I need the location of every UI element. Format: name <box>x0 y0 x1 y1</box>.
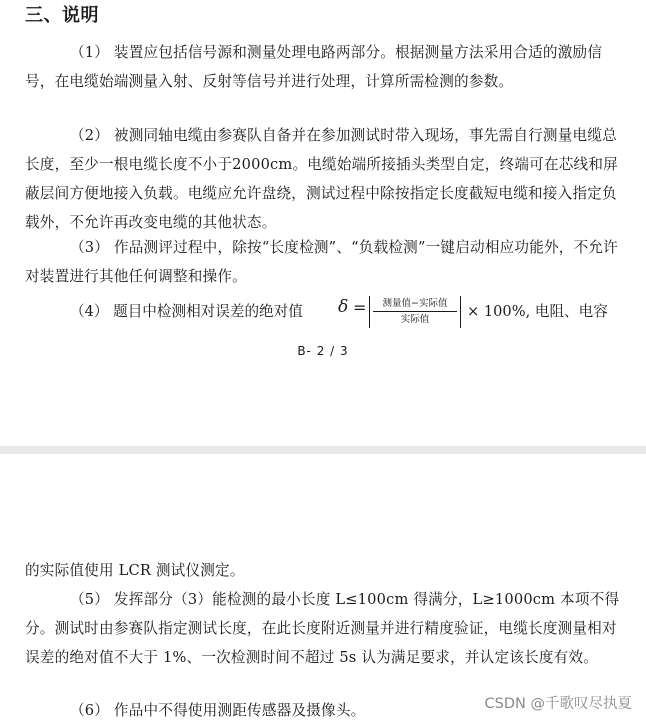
paragraph-item-2: （2） 被测同轴电缆由参赛队自备并在参加测试时带入现场，事先需自行测量电缆总长度，至少一根电缆长度不小于2000cm。电缆始端所接插头类型自定，终端可在芯线和屏蔽层间方便地接入负载。电缆应允许盘绕，测试过程中除按指定长度截短电缆和接入指定负载外，不允许再改变电缆的其他状态。 <box>25 127 618 231</box>
paragraph-item-1: （1） 装置应包括信号源和测量处理电路两部分。根据测量方法采用合适的激励信号，在电缆始端测量入射、反射等信号并进行处理，计算所需检测的参数。 <box>25 44 603 90</box>
fraction-bar <box>373 311 457 312</box>
csdn-watermark: CSDN @千歌叹尽执夏 <box>483 692 634 713</box>
relative-error-fraction <box>369 296 461 328</box>
item-4-tail-text: × 100%, 电阻、电容 <box>467 303 608 320</box>
fraction-numerator: 测量值−实际值 <box>382 298 448 309</box>
paragraph-item-4-continuation: 的实际值使用 LCR 测试仪测定。 <box>25 562 245 579</box>
equals-sign: = <box>353 298 367 317</box>
paragraph-item-3: （3） 作品测评过程中，除按“长度检测”、“负载检测”一键启动相应功能外，不允许对装置进行其他任何调整和操作。 <box>25 239 618 285</box>
paragraph-item-5: （5） 发挥部分（3）能检测的最小长度 L≤100cm 得满分，L≥1000cm 本项不得分。测试时由参赛队指定测试长度，在此长度附近测量并进行精度验证，电缆长度测量相对误差的绝对值不大于 1%、一次检测时间不超过 5s 认为满足要求，并认定该长度有效。 <box>25 591 620 666</box>
delta-symbol: δ <box>338 297 349 317</box>
item-4-lead-text: （4） 题目中检测相对误差的绝对值 <box>70 303 303 320</box>
document-page-2 <box>0 454 646 723</box>
paragraph-item-4 <box>25 296 625 330</box>
section-heading: 三、说明 <box>25 5 99 26</box>
page-number: B- 2 / 3 <box>297 344 349 358</box>
fraction-denominator: 实际值 <box>400 314 430 325</box>
paragraph-item-6: （6） 作品中不得使用测距传感器及摄像头。 <box>70 702 366 719</box>
page-separator <box>0 446 646 454</box>
